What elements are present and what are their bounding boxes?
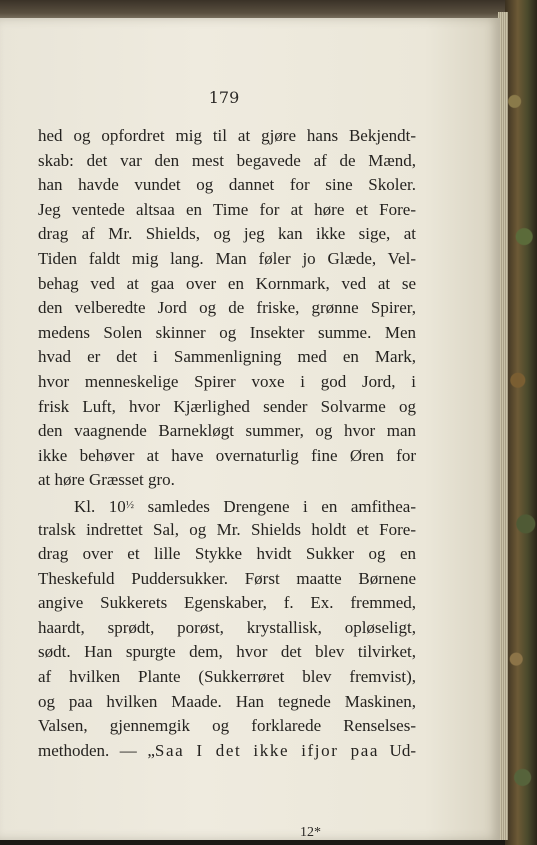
text-line: angive Sukkerets Egenskaber, f. Ex. fremmed, [38,593,416,613]
text-line: den vaagnende Barnekløgt summer, og hvor man [38,421,416,441]
paragraph-start-line [38,493,416,518]
text-line: Tiden faldt mig lang. Man føler jo Glæde, Vel- [38,248,416,268]
text-line: Theskefuld Puddersukker. Først maatte Børnene [38,568,416,588]
spaced-emphasis: Saa I det ikke ifjor paa [154,740,380,760]
text-line: hed og opfordret mig til at gjøre hans Bekjendt- [38,126,416,145]
text-line: hvor menneskelige Spirer voxe i god Jord, i [38,371,416,391]
text-line: hvad er det i Sammenligning med en Mark, [38,347,416,367]
final-end: Ud- [379,740,416,760]
kl-prefix: Kl. 10 [74,496,126,516]
body-text [38,124,416,763]
text-line: den velberedte Jord og de friske, grønne Spirer, [38,298,416,318]
text-line: medens Solen skinner og Insekter summe. Men [38,322,416,342]
text-line: Jeg ventede altsaa en Time for at høre et Fore- [38,199,416,219]
kl-rest: samledes Drengene i en amfithea- [134,496,417,516]
text-line: skab: det var den mest begavede af de Mænd, [38,150,416,170]
text-line: af hvilken Plante (Sukkerrøret blev fremvist), [38,667,416,687]
final-start: methoden. — „ [38,740,155,760]
text-line: sødt. Han spurgte dem, hvor det blev tilvirket, [38,642,416,662]
final-text-line [38,739,416,764]
text-line: og paa hvilken Maade. Han tegnede Maskinen, [38,691,416,711]
text-line: haardt, sprødt, porøst, krystallisk, opløseligt, [38,617,416,637]
text-line: ikke behøver at have overnaturlig fine Øren for [38,445,416,465]
text-line: at høre Græsset gro. [38,470,175,490]
marbled-cover [505,0,537,845]
signature-mark: 12* [300,825,321,840]
book-page [0,18,500,840]
text-line: Valsen, gjennemgik og forklarede Renselses- [38,716,416,736]
text-line: han havde vundet og dannet for sine Skoler. [38,175,416,195]
text-line: frisk Luft, hvor Kjærlighed sender Solvarme og [38,396,416,416]
text-line: tralsk indrettet Sal, og Mr. Shields holdt et Fore- [38,519,416,539]
fraction: ½ [125,498,135,511]
text-line: behag ved at gaa over en Kornmark, ved at se [38,273,416,293]
text-line: drag over et lille Stykke hvidt Sukker og en [38,544,416,564]
page-number: 179 [208,88,240,107]
text-line: drag af Mr. Shields, og jeg kan ikke sige, at [38,224,416,244]
